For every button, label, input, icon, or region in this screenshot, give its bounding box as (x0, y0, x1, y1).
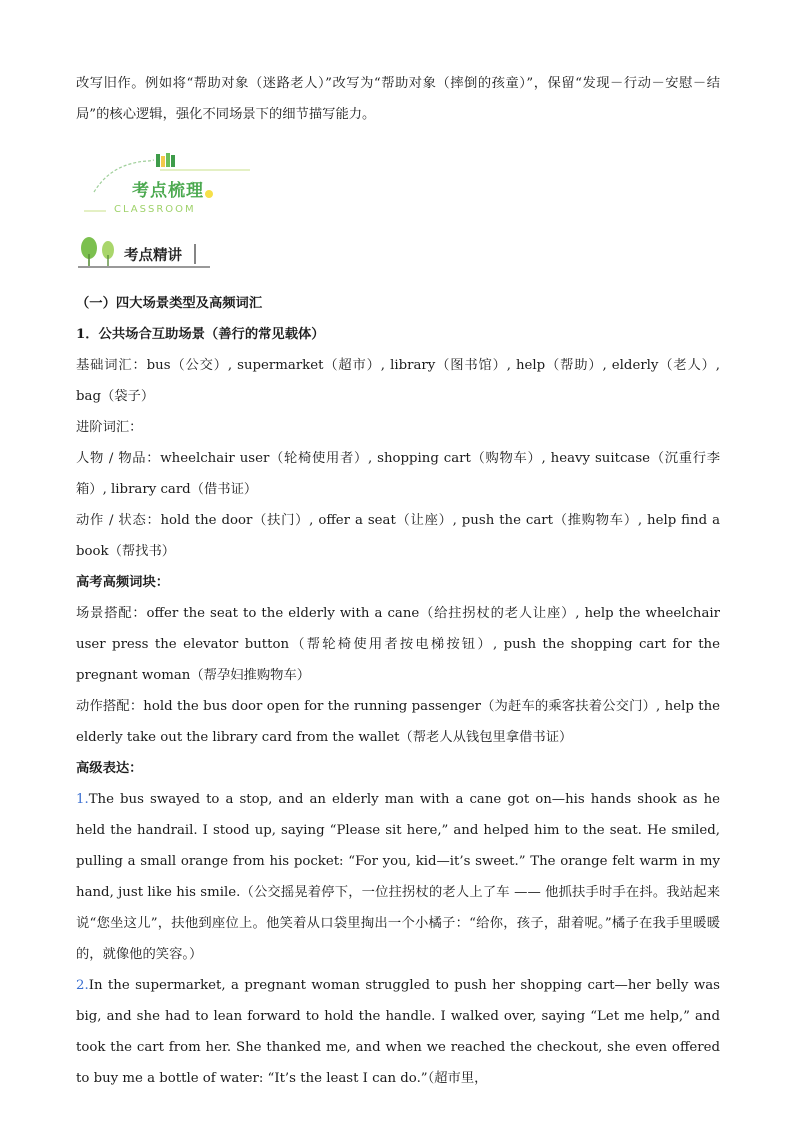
actions-paragraph (76, 505, 720, 567)
action-collocation-paragraph (76, 691, 720, 753)
scene-collocation-paragraph (76, 598, 720, 691)
chunks-label: 高考高频词块： (76, 575, 170, 590)
action-collocation-label: 动作搭配： (76, 699, 144, 714)
body-text (76, 288, 720, 1094)
actions-text: hold the door（扶门）, offer a seat（让座）, push the cart（推购物车）, help find a book（帮找书） (76, 513, 720, 559)
basic-vocab-label: 基础词汇： (76, 358, 147, 373)
banner-title: 考点梳理 (132, 181, 204, 201)
advanced-expression-label: 高级表达： (76, 761, 143, 776)
basic-vocab-paragraph (76, 350, 720, 412)
example-2 (76, 970, 720, 1094)
banner-subtitle: CLASSROOM (114, 204, 196, 215)
example-2-text: In the supermarket, a pregnant woman struggled to push her shopping cart—her belly was big, and she had to lean forward to hold the handle. I walked over, saying “Let me help,” and took the cart from her. She thanked me, and when we reached the checkout, she even offered to buy me a bottle of water: “It’s the least I can do.”（超市里， (76, 978, 720, 1086)
example-1-number: 1. (76, 792, 89, 807)
heading-scene-types: （一）四大场景类型及高频词汇 (76, 296, 263, 311)
people-items-label: 人物 / 物品： (76, 451, 161, 466)
people-items-text: wheelchair user（轮椅使用者）, shopping cart（购物车）, heavy suitcase（沉重行李箱）, library card（借书证） (76, 451, 720, 497)
actions-label: 动作 / 状态： (76, 513, 161, 528)
advanced-vocab-label: 进阶词汇： (76, 420, 143, 435)
example-2-number: 2. (76, 978, 89, 993)
section-banner (80, 150, 260, 222)
section-heading (78, 234, 218, 272)
scene-collocation-label: 场景搭配： (76, 606, 147, 621)
basic-vocab-text: bus（公交）, supermarket（超市）, library（图书馆）, help（帮助）, elderly（老人）, bag（袋子） (76, 358, 721, 404)
heading-public-help: 1．公共场合互助场景（善行的常见载体） (76, 327, 325, 342)
scene-collocation-text: offer the seat to the elderly with a cane（给拄拐杖的老人让座）, help the wheelchair user press the elevator button（帮轮椅使用者按电梯按钮）, push the shopping cart for the pregnant woman（帮孕妇推购物车） (76, 606, 721, 683)
intro-paragraph: 改写旧作。例如将“帮助对象（迷路老人）”改写为“帮助对象（摔倒的孩童）”，保留“发现－行动－安慰－结局”的核心逻辑，强化不同场景下的细节描写能力。 (76, 76, 720, 122)
example-1 (76, 784, 720, 970)
people-items-paragraph (76, 443, 720, 505)
example-1-text: The bus swayed to a stop, and an elderly man with a cane got on—his hands shook as he held the handrail. I stood up, saying “Please sit here,” and helped him to the seat. He smiled, pulling a small orange from his pocket: “For you, kid—it’s sweet.” The orange felt warm in my hand, just like his smile.（公交摇晃着停下，一位拄拐杖的老人上了车 —— 他抓扶手时手在抖。我站起来说“您坐这儿”，扶他到座位上。他笑着从口袋里掏出一个小橘子：“给你，孩子，甜着呢。”橘子在我手里暖暖的，就像他的笑容。） (76, 792, 720, 962)
action-collocation-text: hold the bus door open for the running passenger（为赶车的乘客扶着公交门）, help the elderly take out the library card from the wallet（帮老人从钱包里拿借书证） (76, 699, 721, 745)
section-title: 考点精讲 (124, 248, 182, 264)
